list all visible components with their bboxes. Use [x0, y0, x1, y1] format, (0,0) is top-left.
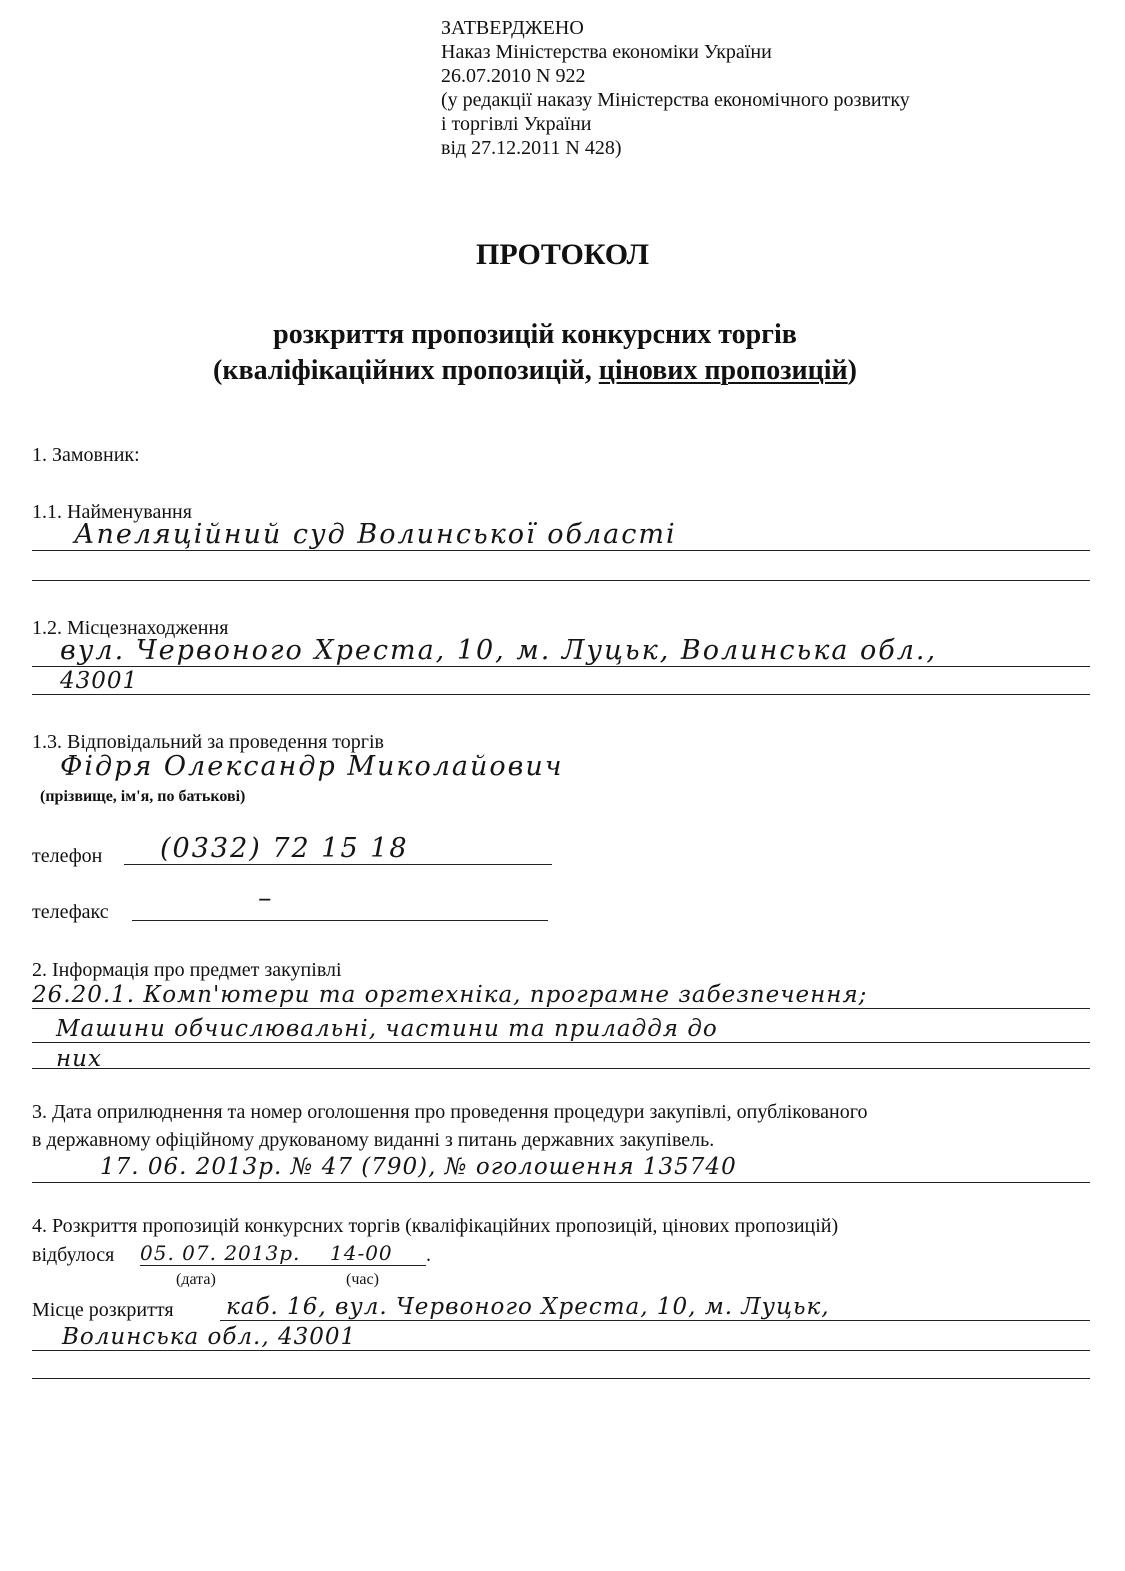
document-subtitle-line-1: розкриття пропозицій конкурсних торгів	[273, 319, 797, 350]
subject-line-1	[32, 1008, 1090, 1009]
responsible-caption: (прізвище, ім'я, по батькові)	[40, 788, 246, 805]
opening-date-value: 05. 07. 2013р.	[140, 1241, 301, 1265]
place-value-1: каб. 16, вул. Червоного Хреста, 10, м. Луцьк,	[226, 1294, 830, 1320]
phone-label: телефон	[32, 845, 103, 867]
location-label: 1.2. Місцезнаходження	[32, 617, 229, 639]
publication-line	[32, 1182, 1090, 1183]
subject-line-3	[32, 1068, 1090, 1069]
subject-value-2: Машини обчислювальні, частини та приладдя до	[56, 1016, 718, 1042]
fax-label: телефакс	[32, 901, 109, 923]
approval-block	[441, 16, 1081, 160]
subtitle-open: (кваліфікаційних пропозицій,	[213, 355, 599, 386]
place-line-1	[220, 1320, 1090, 1321]
document-title: ПРОТОКОЛ	[476, 238, 649, 271]
place-value-2: Волинська обл., 43001	[62, 1324, 357, 1350]
section-1-heading: 1. Замовник:	[32, 444, 140, 466]
responsible-label: 1.3. Відповідальний за проведення торгів	[32, 731, 384, 753]
approval-revision-line-1: (у редакції наказу Міністерства економічного розвитку	[441, 89, 910, 111]
subject-value-1: 26.20.1. Комп'ютери та оргтехніка, програмне забезпечення;	[32, 982, 868, 1008]
opening-time-value: 14-00	[330, 1241, 393, 1265]
section-4-label-1: 4. Розкриття пропозицій конкурсних торгів (кваліфікаційних пропозицій, цінових пропозицій)	[32, 1215, 839, 1237]
fax-value: –	[258, 883, 274, 914]
subject-line-2	[32, 1042, 1090, 1043]
approval-revision-line-2: і торгівлі України	[441, 113, 592, 135]
approval-stamp-text: ЗАТВЕРДЖЕНО	[441, 17, 584, 39]
responsible-value: Фідря Олександр Миколайович	[60, 751, 564, 782]
document-subtitle-line-2	[0, 354, 1070, 388]
approval-order-date: 26.07.2010 N 922	[441, 65, 586, 87]
place-line-2	[32, 1350, 1090, 1351]
name-line-1	[32, 550, 1090, 551]
place-line-3	[32, 1378, 1090, 1379]
section-2-label: 2. Інформація про предмет закупівлі	[32, 959, 342, 981]
time-caption: (час)	[346, 1271, 379, 1288]
subtitle-underlined: цінових пропозицій	[598, 355, 848, 386]
section-3-label-1: 3. Дата оприлюднення та номер оголошення про проведення процедури закупівлі, опублікованого	[32, 1101, 868, 1123]
phone-value: (0332) 72 15 18	[160, 833, 409, 864]
section-3-label-2: в державному офіційному друкованому виданні з питань державних закупівель.	[32, 1129, 715, 1151]
name-label: 1.1. Найменування	[32, 501, 192, 523]
name-value: Апеляційний суд Волинської області	[74, 519, 677, 550]
opening-period: .	[426, 1244, 431, 1266]
location-line-1	[32, 666, 1090, 667]
opening-datetime-line	[140, 1265, 426, 1266]
date-caption: (дата)	[176, 1271, 216, 1288]
location-value-2: 43001	[60, 668, 139, 694]
approval-revision-line-3: від 27.12.2011 N 428)	[441, 137, 622, 159]
phone-line	[124, 864, 552, 865]
publication-value: 17. 06. 2013р. № 47 (790), № оголошення 135740	[100, 1154, 737, 1180]
name-line-2	[32, 580, 1090, 581]
fax-line	[132, 920, 548, 921]
subtitle-close: )	[847, 355, 857, 386]
subject-value-3: них	[56, 1046, 102, 1072]
location-line-2	[32, 694, 1090, 695]
location-value-1: вул. Червоного Хреста, 10, м. Луцьк, Волинська обл.,	[60, 635, 938, 666]
place-label: Місце розкриття	[32, 1299, 174, 1321]
section-4-label-2: відбулося	[32, 1244, 115, 1266]
approval-order: Наказ Міністерства економіки України	[441, 41, 772, 63]
